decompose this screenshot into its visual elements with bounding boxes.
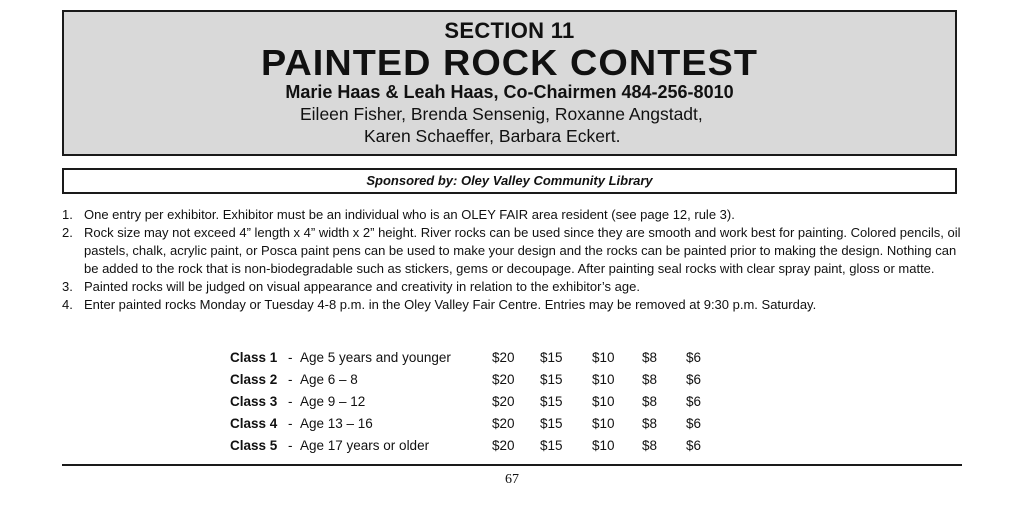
class-age: Age 13 – 16 — [300, 416, 373, 431]
rule-item — [62, 206, 962, 224]
class-label: Class 1 — [230, 350, 278, 365]
page-number: 67 — [505, 472, 519, 487]
class-dash: - — [288, 350, 293, 365]
prize-fourth: $8 — [642, 350, 658, 365]
prize-third: $10 — [592, 438, 615, 453]
rules-list — [62, 206, 962, 314]
footer-divider — [62, 464, 962, 466]
rule-item — [62, 296, 962, 314]
class-row — [230, 416, 750, 438]
class-dash: - — [288, 438, 293, 453]
prize-first: $20 — [492, 438, 515, 453]
prize-second: $15 — [540, 438, 563, 453]
prize-fifth: $6 — [686, 416, 702, 431]
prize-first: $20 — [492, 372, 515, 387]
rule-item — [62, 224, 962, 278]
class-label: Class 2 — [230, 372, 278, 387]
prize-fifth: $6 — [686, 372, 702, 387]
class-label: Class 5 — [230, 438, 278, 453]
rule-number: 3. — [62, 279, 73, 294]
rule-text: Enter painted rocks Monday or Tuesday 4-8 p.m. in the Oley Valley Fair Centre. Entries may be removed at 9:30 p.m. Saturday. — [84, 297, 817, 312]
prize-fifth: $6 — [686, 350, 702, 365]
committee-line-1: Eileen Fisher, Brenda Sensenig, Roxanne Angstadt, — [300, 104, 703, 124]
rule-item — [62, 278, 962, 296]
prize-first: $20 — [492, 350, 515, 365]
class-row — [230, 394, 750, 416]
prize-third: $10 — [592, 416, 615, 431]
prize-fourth: $8 — [642, 372, 658, 387]
prize-third: $10 — [592, 350, 615, 365]
section-header-box — [62, 10, 957, 156]
rule-number: 1. — [62, 207, 73, 222]
rule-text: Rock size may not exceed 4” length x 4” width x 2” height. River rocks can be used since they are smooth and work best for painting. Colored pencils, oil pastels, chalk, acrylic paint, or Posca paint pens can be used to make your design and the rocks can be painted prior to making the design. Nothing can be added to the rock that is non-biodegradable such as stickers, gems or decoupage. After painting seal rocks with clear spray paint, gloss or matte. — [84, 225, 961, 276]
class-dash: - — [288, 394, 293, 409]
class-row — [230, 372, 750, 394]
class-row — [230, 350, 750, 372]
class-age: Age 6 – 8 — [300, 372, 358, 387]
class-row — [230, 438, 750, 460]
prize-second: $15 — [540, 416, 563, 431]
rule-number: 4. — [62, 297, 73, 312]
prize-second: $15 — [540, 372, 563, 387]
prize-fourth: $8 — [642, 438, 658, 453]
class-age: Age 9 – 12 — [300, 394, 366, 409]
class-age: Age 5 years and younger — [300, 350, 451, 365]
rule-number: 2. — [62, 225, 73, 240]
prize-fifth: $6 — [686, 438, 702, 453]
class-prize-table — [230, 350, 750, 460]
prize-second: $15 — [540, 350, 563, 365]
prize-fourth: $8 — [642, 394, 658, 409]
class-age: Age 17 years or older — [300, 438, 430, 453]
class-label: Class 4 — [230, 416, 278, 431]
prize-third: $10 — [592, 394, 615, 409]
prize-second: $15 — [540, 394, 563, 409]
prize-third: $10 — [592, 372, 615, 387]
prize-fourth: $8 — [642, 416, 658, 431]
chairmen-line: Marie Haas & Leah Haas, Co-Chairmen 484-256-8010 — [285, 82, 734, 102]
section-number: SECTION 11 — [444, 18, 575, 43]
prize-fifth: $6 — [686, 394, 702, 409]
rule-text: Painted rocks will be judged on visual appearance and creativity in relation to the exhibitor’s age. — [84, 279, 640, 294]
class-label: Class 3 — [230, 394, 278, 409]
prize-first: $20 — [492, 394, 515, 409]
committee-line-2: Karen Schaeffer, Barbara Eckert. — [364, 126, 621, 146]
class-dash: - — [288, 372, 293, 387]
sponsor-banner: Sponsored by: Oley Valley Community Library — [62, 168, 957, 194]
class-dash: - — [288, 416, 293, 431]
prize-first: $20 — [492, 416, 515, 431]
contest-title: PAINTED ROCK CONTEST — [260, 42, 759, 83]
rule-text: One entry per exhibitor. Exhibitor must be an individual who is an OLEY FAIR area resident (see page 12, rule 3). — [84, 207, 735, 222]
